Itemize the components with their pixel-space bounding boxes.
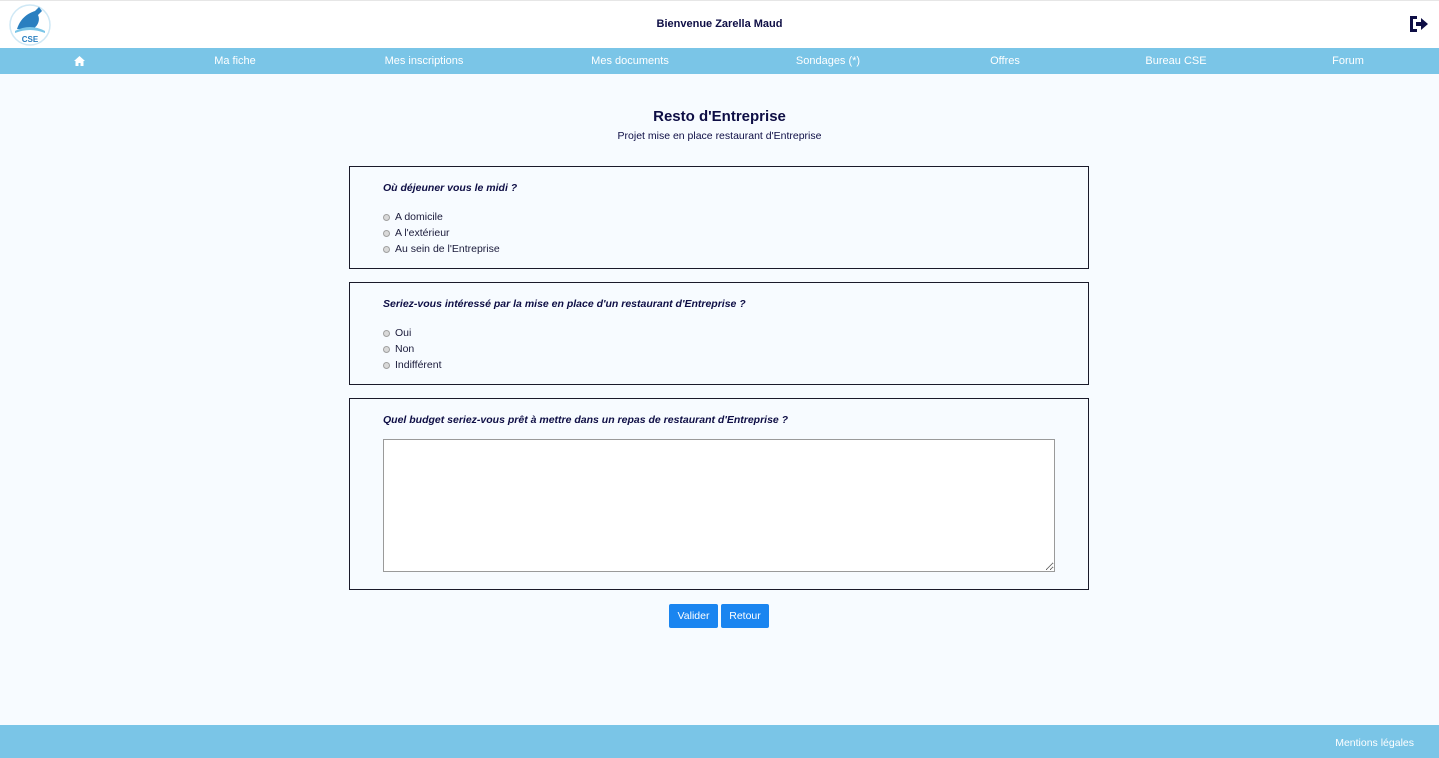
radio-label: A domicile <box>395 211 443 223</box>
radio-group <box>383 209 500 257</box>
nav-mes-inscriptions[interactable]: Mes inscriptions <box>384 55 464 67</box>
radio-option[interactable] <box>383 325 442 341</box>
footer <box>0 725 1439 758</box>
nav-forum[interactable]: Forum <box>1332 55 1364 67</box>
radio-button[interactable] <box>383 346 390 353</box>
radio-option[interactable] <box>383 241 500 257</box>
main-nav <box>0 48 1439 74</box>
legal-notice-link[interactable]: Mentions légales <box>1335 737 1414 749</box>
svg-text:CSE: CSE <box>21 35 39 44</box>
nav-sondages[interactable]: Sondages (*) <box>795 55 861 67</box>
question-card <box>349 282 1089 385</box>
radio-button[interactable] <box>383 214 390 221</box>
nav-offres[interactable]: Offres <box>990 55 1020 67</box>
radio-label: Indifférent <box>395 359 442 371</box>
radio-label: Oui <box>395 327 412 339</box>
radio-option[interactable] <box>383 357 442 373</box>
radio-button[interactable] <box>383 362 390 369</box>
radio-label: A l'extérieur <box>395 227 450 239</box>
nav-ma-fiche[interactable]: Ma fiche <box>214 55 256 67</box>
nav-mes-documents[interactable]: Mes documents <box>591 55 669 67</box>
radio-button[interactable] <box>383 246 390 253</box>
radio-label: Au sein de l'Entreprise <box>395 243 500 255</box>
back-button[interactable]: Retour <box>721 604 769 628</box>
radio-option[interactable] <box>383 225 500 241</box>
logout-icon[interactable] <box>1407 14 1429 34</box>
home-icon <box>74 57 85 69</box>
nav-home[interactable] <box>70 48 88 74</box>
question-card <box>349 398 1089 590</box>
nav-bureau-cse[interactable]: Bureau CSE <box>1145 55 1207 67</box>
page-subtitle: Projet mise en place restaurant d'Entreprise <box>617 130 822 142</box>
radio-button[interactable] <box>383 230 390 237</box>
header <box>0 0 1439 48</box>
radio-label: Non <box>395 343 415 355</box>
question-label: Où déjeuner vous le midi ? <box>383 182 518 194</box>
page-title: Resto d'Entreprise <box>653 108 786 125</box>
welcome-message: Bienvenue Zarella Maud <box>656 18 783 30</box>
question-label: Seriez-vous intéressé par la mise en place d'un restaurant d'Entreprise ? <box>383 298 746 310</box>
radio-option[interactable] <box>383 341 442 357</box>
radio-option[interactable] <box>383 209 500 225</box>
budget-textarea[interactable] <box>383 439 1055 572</box>
radio-button[interactable] <box>383 330 390 337</box>
question-label: Quel budget seriez-vous prêt à mettre dans un repas de restaurant d'Entreprise ? <box>383 414 789 426</box>
submit-button[interactable]: Valider <box>669 604 718 628</box>
question-card <box>349 166 1089 269</box>
radio-group <box>383 325 442 373</box>
